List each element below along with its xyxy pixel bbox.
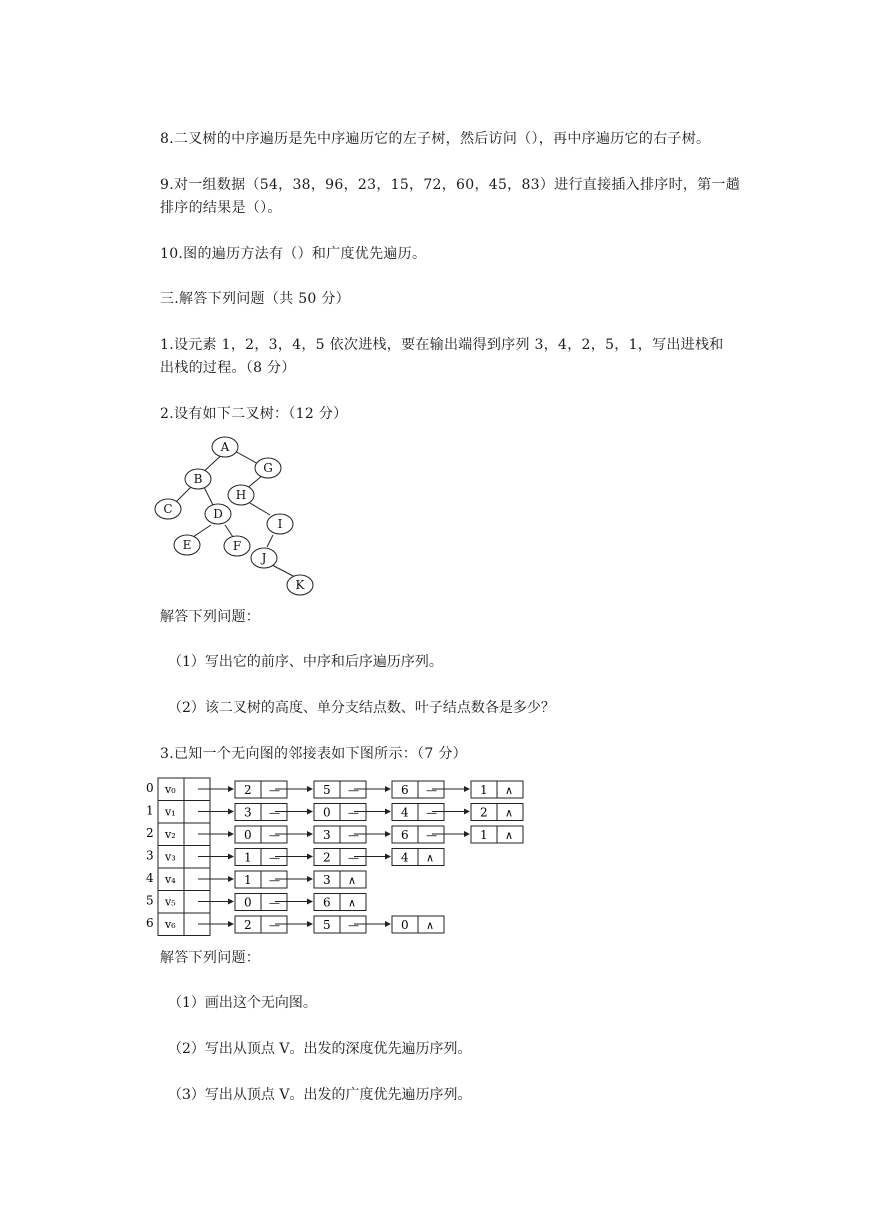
adj-index: 2 [146, 826, 154, 840]
adj-node-value: 6 [401, 783, 409, 797]
adj-row [146, 778, 523, 801]
adj-node-value: 0 [244, 828, 252, 842]
adj-node-pointer: — [269, 851, 280, 865]
adj-node-value: 5 [323, 783, 331, 797]
adj-node-value: 3 [323, 873, 331, 887]
adj-row [146, 913, 444, 936]
adj-node-value: 2 [480, 805, 488, 820]
adj-node-value: 2 [244, 918, 252, 932]
problem-3-q2: （2）写出从顶点 V。出发的深度优先遍历序列。 [168, 1041, 472, 1057]
adj-node-pointer: — [348, 829, 359, 842]
adj-node-pointer: — [348, 919, 359, 932]
adj-index: 1 [146, 803, 154, 818]
adj-node-pointer: — [426, 829, 437, 842]
adj-vertex: v₂ [165, 828, 176, 841]
tree-label-d: D [213, 507, 223, 521]
adj-node-pointer: — [348, 784, 359, 797]
adj-node-value: 1 [480, 783, 488, 797]
question-9-line2: 排序的结果是（）。 [160, 200, 282, 216]
section-heading: 三.解答下列问题（共 50 分） [160, 291, 350, 307]
tree-label-i: I [277, 517, 283, 531]
adj-node-pointer: — [269, 829, 280, 842]
problem-1-line1: 1.设元素 1，2，3，4，5 依次进栈，要在输出端得到序列 3，4，2，5，1，写出进栈和 [160, 337, 724, 353]
adj-vertex: v₁ [165, 805, 176, 819]
adj-node-value: 0 [401, 918, 409, 932]
adj-node-pointer: — [269, 874, 280, 887]
tree-label-a: A [220, 440, 230, 454]
problem-2-prompt: 解答下列问题： [160, 609, 261, 625]
adjacency-list-figure [138, 772, 558, 942]
tree-label-h: H [235, 488, 247, 502]
problem-3-title: 3.已知一个无向图的邻接表如下图所示：（7 分） [160, 746, 467, 762]
adj-node-pointer: ∧ [348, 896, 357, 910]
adj-node-value: 6 [323, 895, 331, 910]
adj-row [146, 846, 444, 869]
problem-3-q1: （1）画出这个无向图。 [168, 995, 317, 1011]
adj-node-value: 3 [323, 828, 331, 842]
problem-3-prompt: 解答下列问题： [160, 950, 261, 966]
adj-vertex: v₀ [165, 783, 176, 796]
adj-node-value: 1 [244, 873, 252, 887]
adj-node-pointer: — [348, 806, 359, 820]
problem-1-line2: 出栈的过程。（8 分） [160, 360, 296, 376]
problem-2-q1: （1）写出它的前序、中序和后序遍历序列。 [168, 654, 443, 670]
adj-node-value: 2 [244, 783, 252, 797]
tree-label-c: C [163, 502, 173, 516]
adj-node-pointer: — [426, 784, 437, 797]
adj-vertex: v₄ [165, 873, 176, 886]
adj-node-value: 5 [323, 918, 331, 932]
tree-label-g: G [263, 461, 273, 475]
adj-node-pointer: — [348, 851, 359, 865]
tree-label-k: K [295, 578, 305, 592]
adj-node-pointer: — [269, 896, 280, 910]
adj-row [146, 801, 523, 824]
adj-node-value: 0 [244, 895, 252, 910]
question-8: 8.二叉树的中序遍历是先中序遍历它的左子树，然后访问（），再中序遍历它的右子树。 [160, 131, 711, 147]
adj-node-value: 0 [323, 805, 331, 820]
tree-label-e: E [182, 538, 192, 552]
adj-node-pointer: ∧ [505, 784, 514, 797]
adj-node-value: 6 [401, 828, 409, 842]
adj-node-pointer: ∧ [426, 919, 435, 932]
adj-node-pointer: ∧ [426, 851, 435, 865]
adj-vertex: v₃ [165, 850, 176, 864]
adj-vertex: v₅ [165, 895, 176, 909]
adj-node-value: 3 [244, 805, 252, 820]
adj-node-pointer: ∧ [348, 874, 357, 887]
adj-row [146, 823, 523, 846]
question-10: 10.图的遍历方法有（）和广度优先遍历。 [160, 246, 427, 262]
adj-node-pointer: — [269, 784, 280, 797]
adj-node-pointer: — [426, 806, 437, 820]
adj-row [146, 891, 366, 914]
adj-index: 0 [146, 781, 154, 795]
adj-node-value: 1 [480, 828, 488, 842]
adj-index: 6 [146, 916, 154, 930]
adj-vertex: v₆ [165, 918, 176, 931]
adj-node-value: 4 [401, 850, 409, 865]
binary-tree-figure [135, 425, 375, 605]
problem-2-q2: （2）该二叉树的高度、单分支结点数、叶子结点数各是多少？ [168, 700, 555, 716]
adj-index: 4 [146, 871, 154, 885]
question-9-line1: 9.对一组数据（54，38，96，23，15，72，60，45，83）进行直接插入排序时，第一趟 [160, 177, 741, 193]
tree-label-f: F [232, 539, 242, 553]
problem-3-q3: （3）写出从顶点 V。出发的广度优先遍历序列。 [168, 1087, 472, 1103]
tree-label-b: B [193, 472, 203, 486]
problem-2-title: 2.设有如下二叉树：（12 分） [160, 406, 348, 422]
adj-node-value: 4 [401, 805, 409, 820]
adj-node-pointer: ∧ [505, 806, 514, 820]
adj-node-pointer: — [269, 806, 280, 820]
tree-label-j: J [261, 551, 267, 565]
adj-row [146, 868, 366, 891]
adj-node-pointer: — [269, 919, 280, 932]
adj-node-value: 1 [244, 850, 252, 865]
adj-index: 5 [146, 893, 154, 908]
adj-node-value: 2 [323, 850, 331, 865]
adj-node-pointer: ∧ [505, 829, 514, 842]
adj-index: 3 [146, 848, 154, 863]
